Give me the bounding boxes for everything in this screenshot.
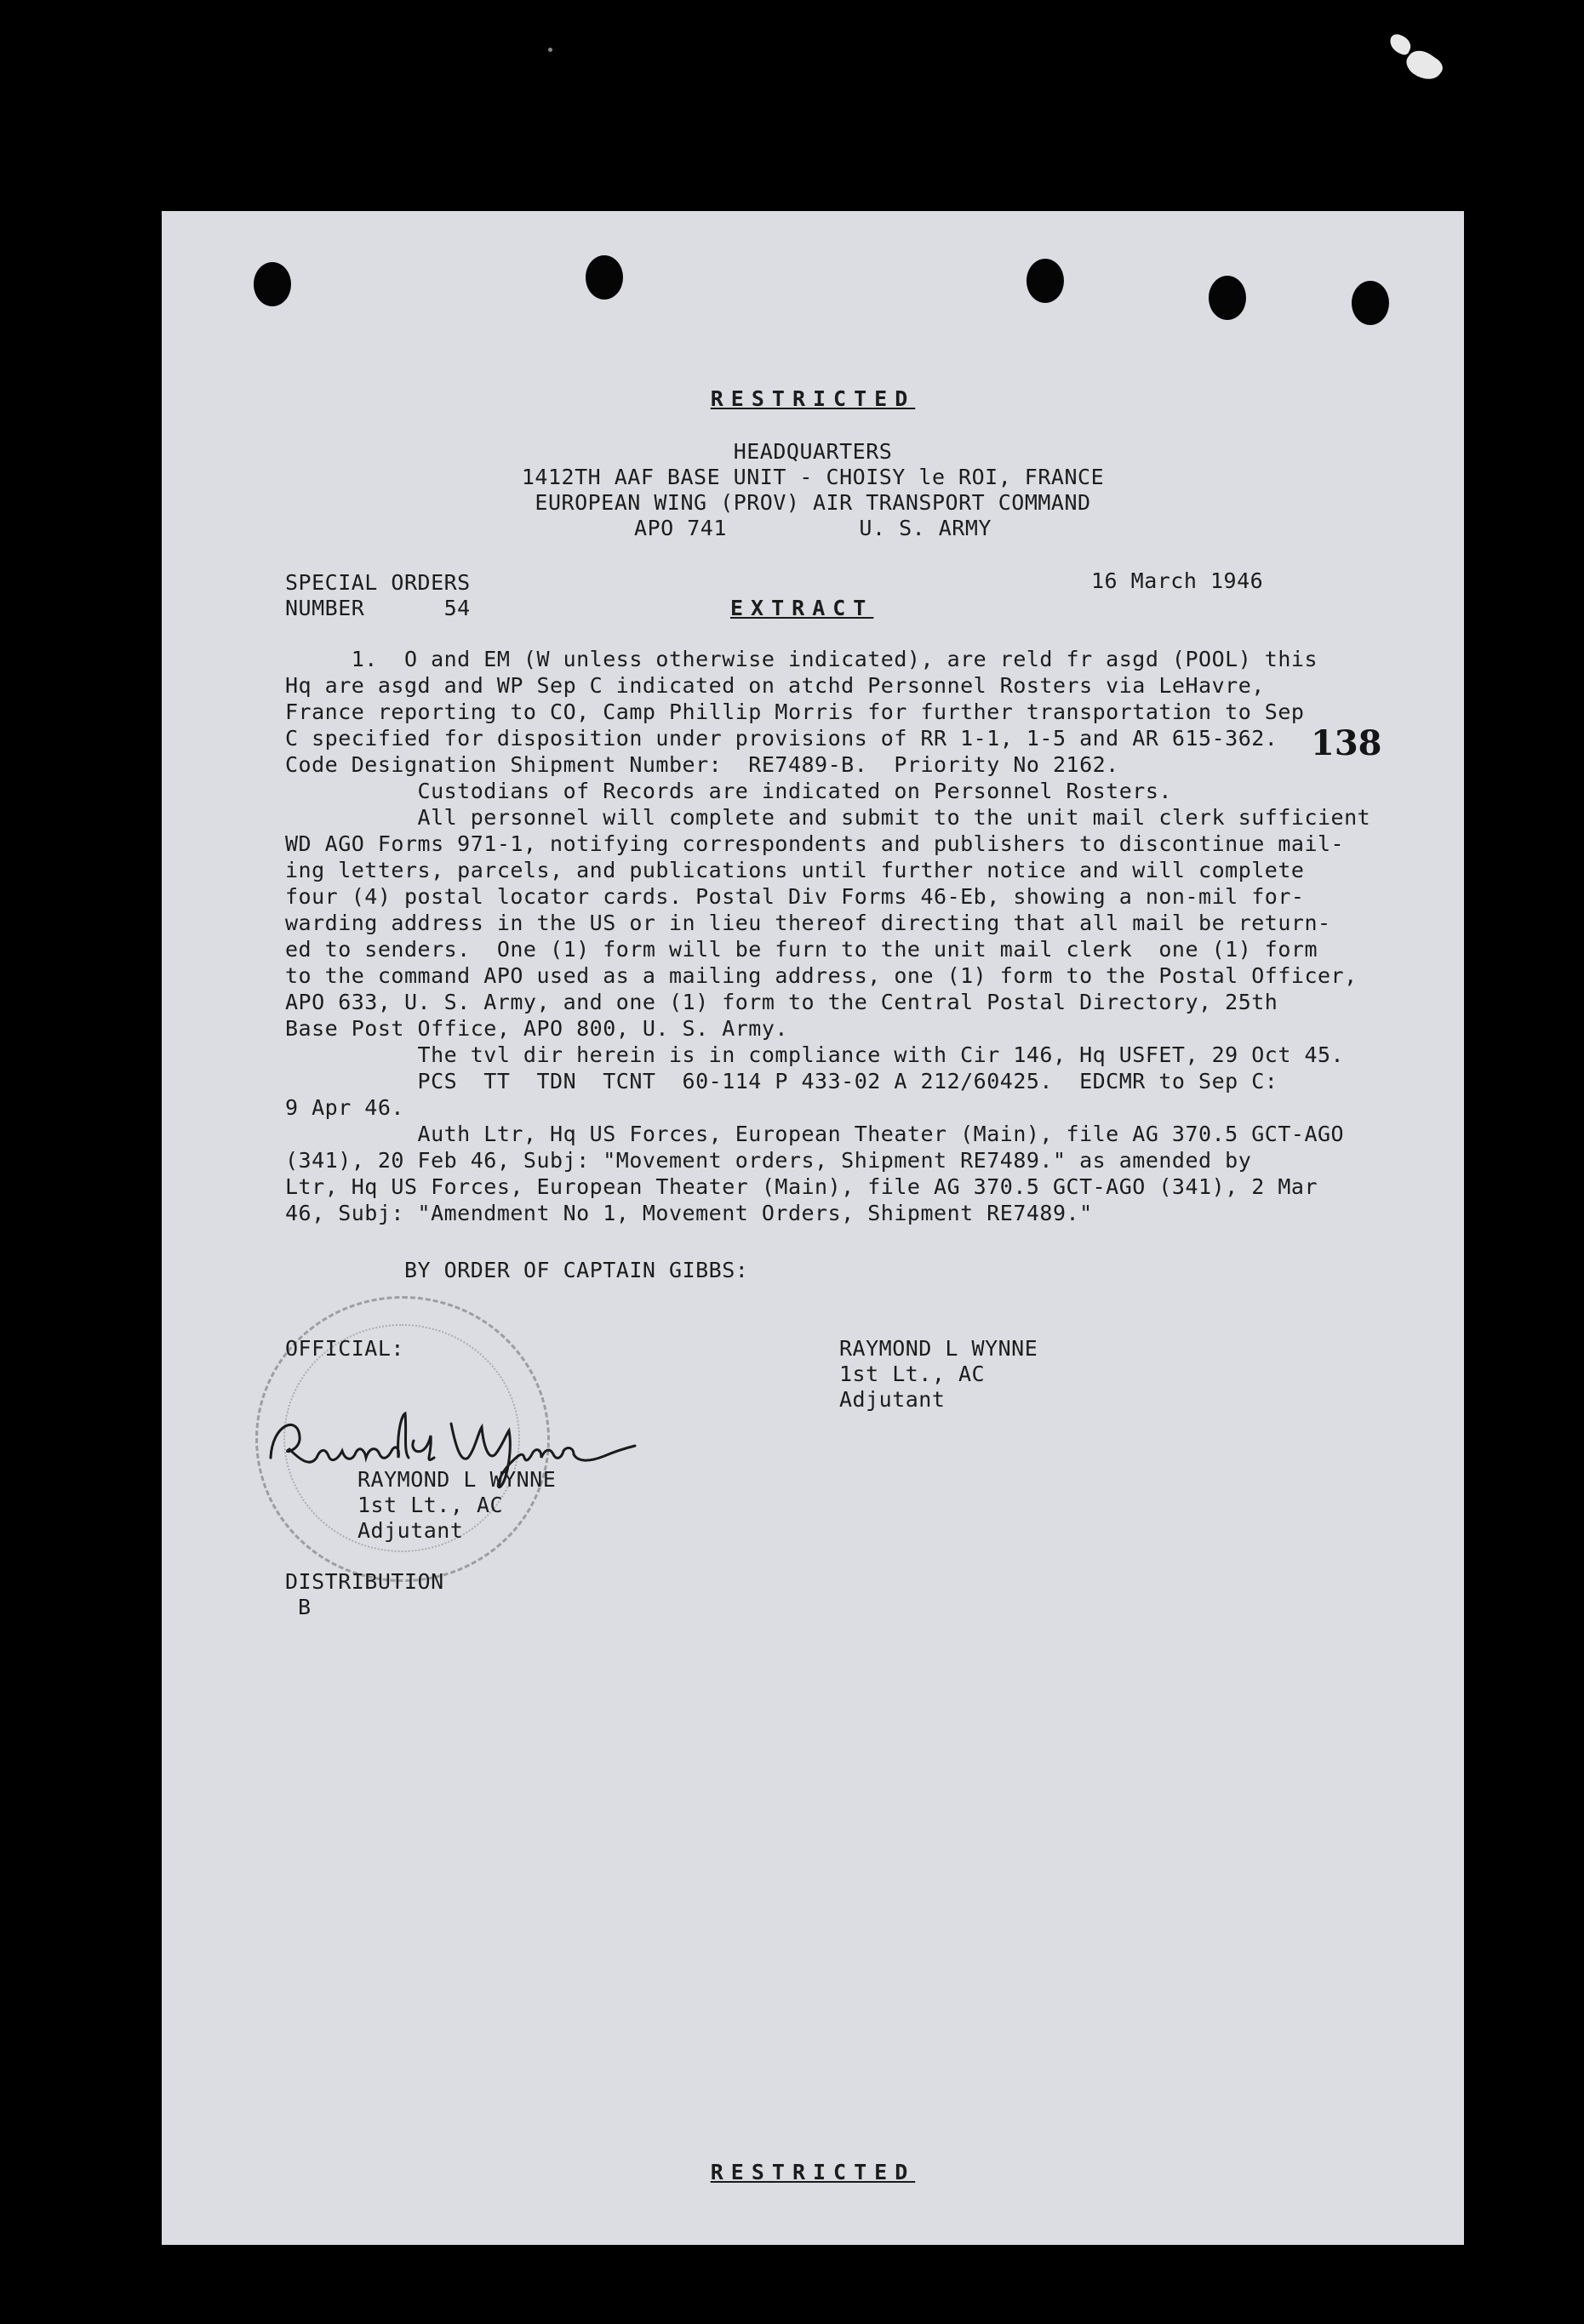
punch-hole xyxy=(1026,259,1064,303)
classification-top: RESTRICTED xyxy=(710,386,916,411)
signer-name: RAYMOND L WYNNE xyxy=(839,1336,1038,1361)
body-line: Base Post Office, APO 800, U. S. Army. xyxy=(285,1016,788,1041)
official-rank: 1st Lt., AC xyxy=(357,1493,504,1517)
body-line: warding address in the US or in lieu thereof directing that all mail be return- xyxy=(285,911,1331,935)
official-label: OFFICIAL: xyxy=(285,1336,404,1361)
by-order-line: BY ORDER OF CAPTAIN GIBBS: xyxy=(404,1258,749,1282)
scan-speck xyxy=(548,48,552,52)
body-line: Auth Ltr, Hq US Forces, European Theater (Main), file AG 370.5 GCT-AGO xyxy=(285,1122,1345,1146)
body-line: Hq are asgd and WP Sep C indicated on atchd Personnel Rosters via LeHavre, xyxy=(285,673,1265,698)
classification-bottom: RESTRICTED xyxy=(710,2160,916,2184)
body-line: to the command APO used as a mailing address, one (1) form to the Postal Officer, xyxy=(285,963,1358,988)
page-number: 138 xyxy=(1311,723,1382,763)
punch-hole xyxy=(1209,276,1246,320)
body-line: 1. O and EM (W unless otherwise indicated), are reld fr asgd (POOL) this xyxy=(285,647,1318,671)
body-line: C specified for disposition under provisions of RR 1-1, 1-5 and AR 615-362. xyxy=(285,726,1278,751)
signer-rank: 1st Lt., AC xyxy=(839,1362,986,1386)
body-line: France reporting to CO, Camp Phillip Morris for further transportation to Sep xyxy=(285,699,1305,724)
org-line-apo: APO 741 U. S. ARMY xyxy=(634,516,992,540)
org-line-wing: EUROPEAN WING (PROV) AIR TRANSPORT COMMAND xyxy=(535,490,1091,515)
punch-hole xyxy=(254,262,291,306)
distribution-label: DISTRIBUTION xyxy=(285,1569,444,1594)
body-line: ing letters, parcels, and publications until further notice and will complete xyxy=(285,858,1305,882)
order-date: 16 March 1946 xyxy=(1091,568,1264,593)
punch-hole xyxy=(1352,281,1389,325)
extract-label: EXTRACT xyxy=(730,596,874,620)
distribution-value: B xyxy=(298,1595,312,1619)
body-line: WD AGO Forms 971-1, notifying correspondents and publishers to discontinue mail- xyxy=(285,831,1345,856)
official-name: RAYMOND L WYNNE xyxy=(357,1467,557,1492)
body-line: (341), 20 Feb 46, Subj: "Movement orders, Shipment RE7489." as amended by xyxy=(285,1148,1252,1173)
org-line-unit: 1412TH AAF BASE UNIT - CHOISY le ROI, FRANCE xyxy=(521,465,1105,489)
body-line: four (4) postal locator cards. Postal Div Forms 46-Eb, showing a non-mil for- xyxy=(285,884,1305,909)
official-title: Adjutant xyxy=(357,1518,464,1543)
punch-hole xyxy=(586,255,623,300)
body-line: Code Designation Shipment Number: RE7489-B. Priority No 2162. xyxy=(285,752,1119,777)
body-line: PCS TT TDN TCNT 60-114 P 433-02 A 212/60425. EDCMR to Sep C: xyxy=(285,1069,1278,1093)
body-line: 9 Apr 46. xyxy=(285,1095,404,1120)
order-number: NUMBER 54 xyxy=(285,596,471,620)
body-line: 46, Subj: "Amendment No 1, Movement Orders, Shipment RE7489." xyxy=(285,1201,1093,1225)
document-page xyxy=(162,211,1464,2245)
body-line: Ltr, Hq US Forces, European Theater (Main), file AG 370.5 GCT-AGO (341), 2 Mar xyxy=(285,1174,1318,1199)
body-line: ed to senders. One (1) form will be furn to the unit mail clerk one (1) form xyxy=(285,937,1318,962)
body-line: Custodians of Records are indicated on Personnel Rosters. xyxy=(285,779,1172,803)
body-line: APO 633, U. S. Army, and one (1) form to the Central Postal Directory, 25th xyxy=(285,990,1278,1014)
body-line: All personnel will complete and submit to the unit mail clerk sufficient xyxy=(285,805,1371,830)
special-orders-label: SPECIAL ORDERS xyxy=(285,570,471,595)
org-line-headquarters: HEADQUARTERS xyxy=(733,439,893,464)
body-line: The tvl dir herein is in compliance with Cir 146, Hq USFET, 29 Oct 45. xyxy=(285,1042,1345,1067)
signer-title: Adjutant xyxy=(839,1387,946,1412)
